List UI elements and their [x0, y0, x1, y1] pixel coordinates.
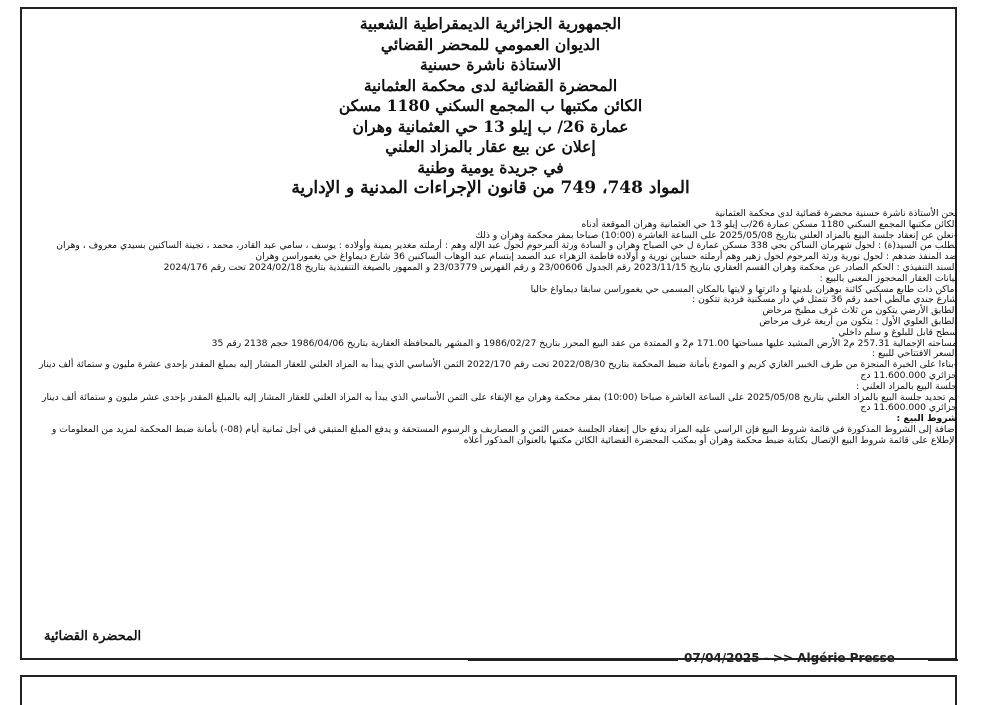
body-line: -بناءا على الخبرة المنجزة من طرف الخبير الغازي كريم و المودع بأمانة ضبط المحكمة بتاريخ 2022/08/30 تحت رقم 2022/170 الثمن الأساسي الذي يبدأ به المزاد العلني للعقار المشار إليه بمبلغ المقدر بإحدى عشرة مليون و ستمائة ألف دينار جزائري 11.600.000 دج	[38, 359, 957, 381]
next-announcement-frame	[20, 675, 957, 705]
announcement-body	[30, 209, 957, 447]
body-line: السند التنفيذي : الحكم الصادر عن محكمة وهران القسم العقاري بتاريخ 2023/11/15 رقم الجدول 23/00606 و رقم الفهرس 23/03779 و الممهور بالصيغة التنفيذية بتاريخ 2024/02/18 تحت رقم 2024/176	[163, 261, 957, 273]
section-auction-session: جلسة البيع بالمزاد العلني :	[856, 380, 957, 392]
heading-office: الديوان العمومي للمحضر القضائي	[380, 34, 601, 54]
heading-bailiff-name: الاستاذة ناشرة حسنية	[419, 55, 562, 74]
footer-source: 07/04/2025 - >> Algérie Presse	[684, 651, 895, 665]
signature: المحضرة القضائية	[44, 629, 142, 644]
heading-court: المحضرة القضائية لدى محكمة العثمانية	[363, 75, 618, 95]
footer-rule-right	[928, 659, 958, 661]
body-line: إضافة إلى الشروط المذكورة في قائمة شروط البيع فإن الراسي عليه المزاد يدفع حال إنعقاد الجلسة خمس الثمن و المصاريف و الرسوم المستحقة و يدفع المبلغ المتبقي في أجل ثمانية أيام (08-) بأمانة ضبط المحكمة لمزيد من المعلومات و الإطلاع على قائمة شروط البيع الإتصال بكتابة ضبط محكمة وهران أو بمكتب المحضرة القضائية الكائن مكتبها بالعنوان المذكور أعلاه	[51, 423, 957, 446]
body-line: الطابق العلوي الأول : يتكون من أربعة غرف مرحاض	[759, 315, 957, 327]
heading-address-2: عمارة 26/ ب إيلو 13 حي العثمانية وهران	[352, 116, 629, 136]
announcement-header	[40, 14, 941, 199]
body-line: تم تحديد جلسة البيع بالمزاد العلني بتاريخ 2025/05/08 على الساعة العاشرة صباحا (10:00) بمقر محكمة وهران مع الإبقاء على الثمن الأساسي الذي يبدأ به المزاد العلني للعقار المشار إليه بالمبلغ المقدر بإحدى عشر مليون و ستمائة ألف دينار جزائري 11.600.000 دج	[42, 391, 957, 414]
footer-rule-left	[468, 659, 678, 661]
heading-address-1: الكائن مكتبها ب المجمع السكني 1180 مسكن	[338, 96, 643, 115]
body-line: بطلب من السيد(ة) : لحول شهرمان الساكن بحي 338 مسكن عمارة ل حي الصباح وهران و السادة ورثة المرحوم لحول عبد الإله وهم : أرملته مغدير يمينة وأولاده : يوسف ، سامي عبد القادر، محمد ، تجينة الساكنين بسيدي معروف ، وهران	[56, 240, 957, 252]
section-property-details: بيانات العقار المحجوز المعني بالبيع :	[819, 272, 957, 284]
body-line: سطح قابل للبلوغ و سلم داخلي	[838, 326, 957, 338]
heading-republic: الجمهورية الجزائرية الديمقراطية الشعبية	[359, 14, 622, 33]
body-line: شارع جندي مالطي أحمد رقم 36 تتمثل في دار مسكنية فردية تتكون :	[692, 294, 957, 306]
heading-auction-title: إعلان عن بيع عقار بالمزاد العلني	[385, 137, 596, 156]
heading-law-articles: المواد 748، 749 من قانون الإجراءات المدنية و الإدارية	[291, 178, 690, 198]
body-line: الطابق الأرضي يتكون من ثلاث غرف مطبخ مرحاض	[762, 305, 957, 317]
body-line: الكائن مكتبها المجمع السكني 1180 مسكن عمارة 26/ب إيلو 13 حي العثمانية وهران الموقعة أدناه	[581, 218, 957, 230]
body-line: نحن الأستاذة ناشرة حسنية محضرة قضائية لدى محكمة العثمانية	[714, 208, 957, 219]
footer	[0, 651, 981, 669]
heading-newspaper: في جريدة يومية وطنية	[417, 157, 564, 177]
body-line: -نعلن عن إنعقاد جلسة البيع بالمزاد العلني بتاريخ 2025/05/08 على الساعة العاشرة (10:00) صباحا بمقر محكمة وهران و ذلك	[475, 229, 957, 241]
body-line: أماكن ذات طابع مسكني كائنة بوهران بلديتها و دائرتها و لايتها بالمكان المسمى حي يغموراسن سابقا ديماواغ حاليا	[530, 283, 957, 295]
section-sale-conditions: شروط البيع :	[896, 413, 957, 425]
section-opening-price: السعر الافتتاحي للبيع :	[871, 348, 957, 360]
body-line: مساحته الإجمالية 257.31 م2 الأرض المشيد عليها مساحتها 171.00 م2 و الممتدة من عقد البيع المحرر بتاريخ 1986/02/27 و المشهر بالمحافظة العقارية بتاريخ 1986/04/06 حجم 2138 رقم 35	[211, 337, 957, 349]
body-line: ضد المنفذ ضدهم : لحول نورية ورثة المرحوم لحول زهير وهم أرملته حساين نورية و أولاده فاطمة الزهراء عبد الصمد إبتسام عبد الوهاب الساكنين 36 شارع ديماواغ حي يغموراسن وهران	[255, 251, 957, 263]
